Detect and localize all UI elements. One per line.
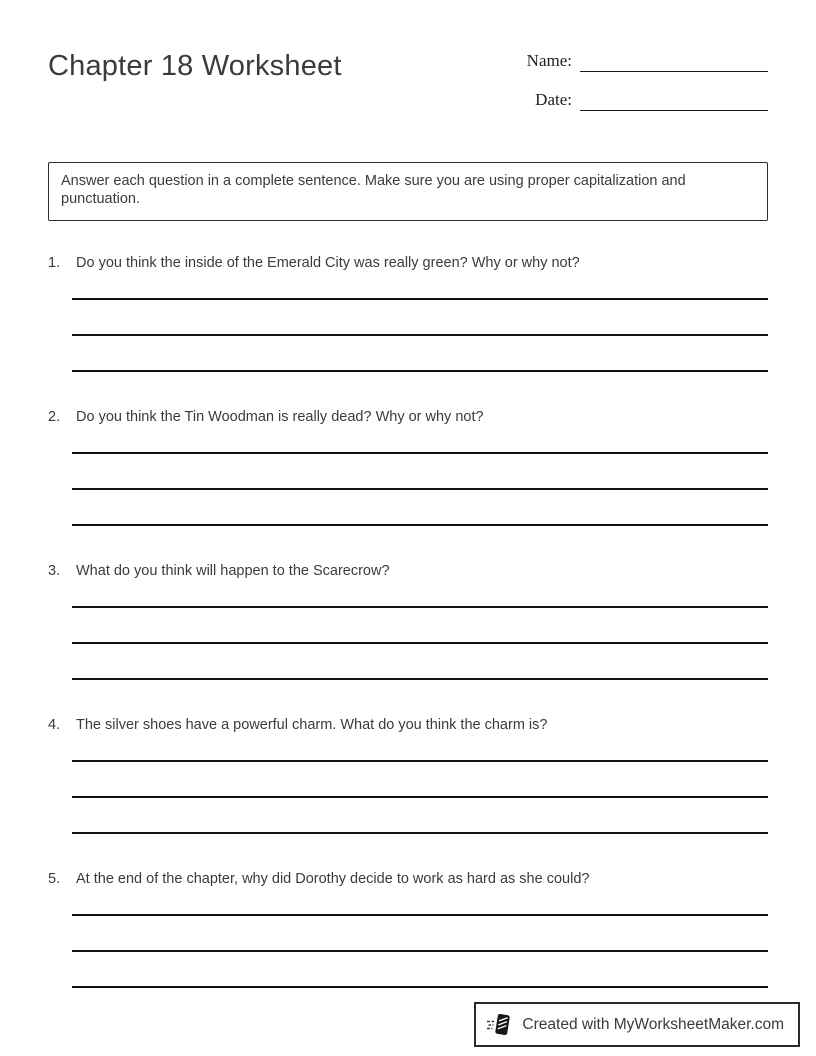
answer-line	[72, 952, 768, 988]
answer-lines	[72, 273, 768, 372]
question-number: 5.	[48, 870, 61, 887]
answer-line	[72, 490, 768, 526]
answer-lines	[72, 427, 768, 526]
answer-line	[72, 300, 768, 336]
name-blank-line	[580, 50, 768, 72]
answer-line	[72, 273, 768, 300]
answer-lines	[72, 889, 768, 988]
question-text: The silver shoes have a powerful charm. What do you think the charm is?	[76, 716, 548, 733]
answer-line	[72, 454, 768, 490]
question-item	[48, 254, 768, 372]
instructions-box	[48, 162, 768, 221]
answer-line	[72, 644, 768, 680]
credit-badge	[474, 1002, 800, 1047]
question-text: Do you think the Tin Woodman is really dead? Why or why not?	[76, 408, 484, 425]
question-item	[48, 870, 768, 988]
name-label: Name:	[526, 51, 572, 70]
page-title: Chapter 18 Worksheet	[48, 50, 342, 82]
question-row	[48, 716, 768, 735]
question-row	[48, 254, 768, 273]
question-item	[48, 716, 768, 834]
answer-line	[72, 336, 768, 372]
answer-line	[72, 735, 768, 762]
answer-line	[72, 762, 768, 798]
name-date-fields	[518, 48, 768, 126]
answer-line	[72, 798, 768, 834]
header	[48, 48, 768, 126]
answer-line	[72, 427, 768, 454]
answer-line	[72, 608, 768, 644]
answer-lines	[72, 735, 768, 834]
name-field-row	[518, 48, 768, 72]
question-text: Do you think the inside of the Emerald City was really green? Why or why not?	[76, 254, 580, 271]
answer-line	[72, 581, 768, 608]
question-text: What do you think will happen to the Scarecrow?	[76, 562, 390, 579]
answer-line	[72, 916, 768, 952]
question-item	[48, 408, 768, 526]
question-number: 3.	[48, 562, 61, 579]
question-number: 2.	[48, 408, 61, 425]
instructions-text: Answer each question in a complete sentence. Make sure you are using proper capitalization and punctuation.	[61, 173, 686, 208]
credit-text: Created with MyWorksheetMaker.com	[522, 1015, 784, 1033]
answer-line	[72, 889, 768, 916]
question-number: 4.	[48, 716, 61, 733]
date-label: Date:	[535, 90, 572, 109]
question-item	[48, 562, 768, 680]
questions-list	[48, 254, 768, 988]
question-row	[48, 562, 768, 581]
question-row	[48, 408, 768, 427]
date-field-row	[518, 87, 768, 111]
question-row	[48, 870, 768, 889]
date-blank-line	[580, 89, 768, 111]
flying-worksheet-logo-icon	[486, 1011, 513, 1038]
answer-lines	[72, 581, 768, 680]
question-text: At the end of the chapter, why did Dorothy decide to work as hard as she could?	[76, 870, 590, 887]
question-number: 1.	[48, 254, 61, 271]
